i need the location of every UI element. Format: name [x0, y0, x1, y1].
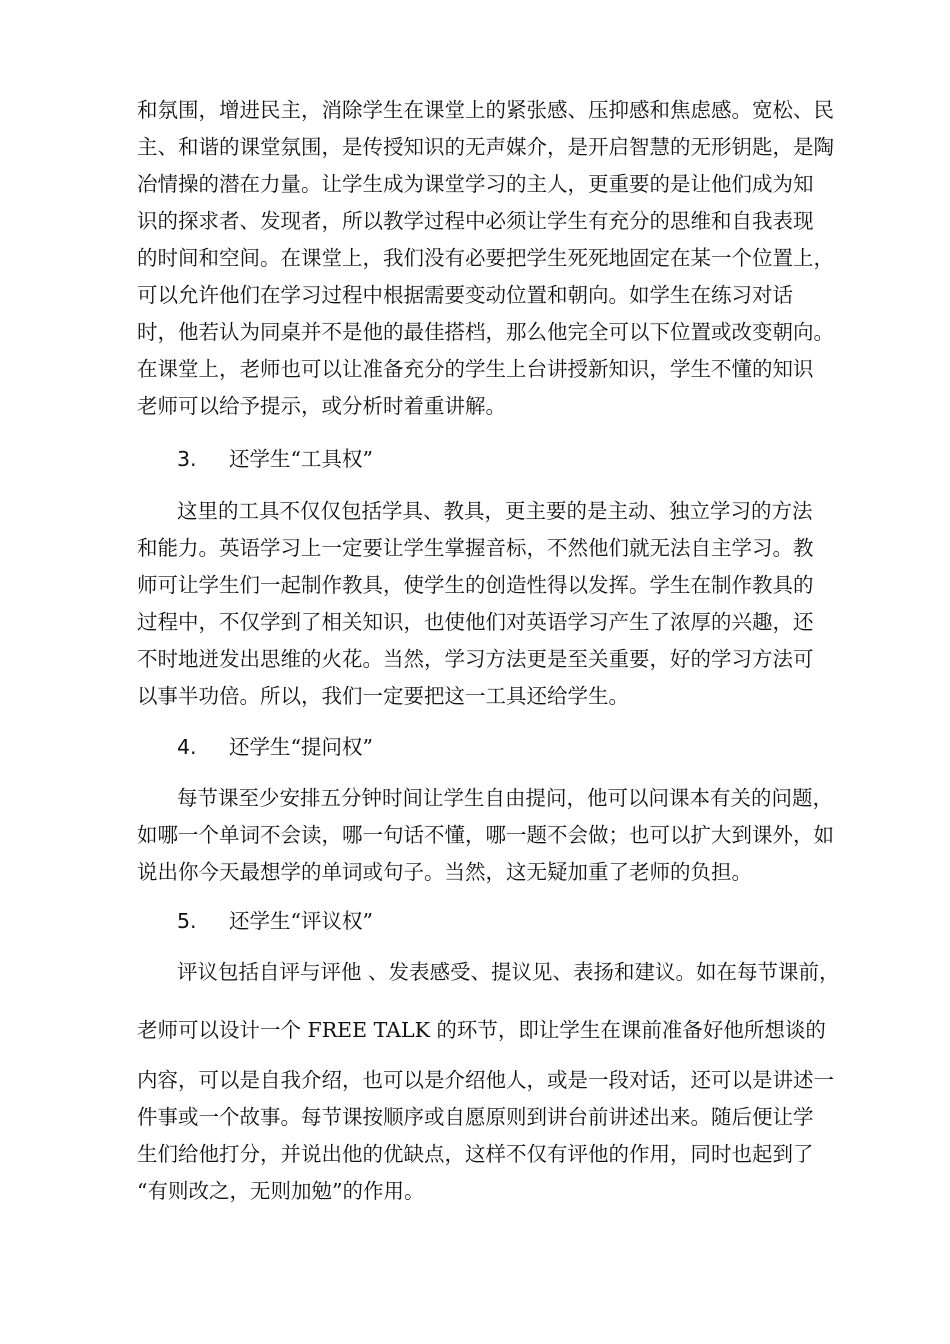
paragraph-line: 生们给他打分，并说出他的优缺点，这样不仅有评他的作用，同时也起到了	[137, 1142, 814, 1166]
paragraph-line: 件事或一个故事。每节课按顺序或自愿原则到讲台前讲述出来。随后便让学	[137, 1105, 814, 1129]
section-heading-5	[177, 907, 373, 935]
paragraph-line: 老师可以给予提示，或分析时着重讲解。	[137, 394, 506, 418]
paragraph-line: 的时间和空间。在课堂上，我们没有必要把学生死死地固定在某一个位置上，	[137, 246, 834, 270]
section-heading-3	[177, 445, 373, 473]
paragraph-line: 老师可以设计一个 FREE TALK 的环节，即让学生在课前准备好他所想谈的	[137, 1018, 826, 1042]
paragraph-line: 在课堂上，老师也可以让准备充分的学生上台讲授新知识，学生不懂的知识	[137, 357, 814, 381]
heading-number: 3.	[177, 447, 197, 471]
paragraph-line: 主、和谐的课堂氛围，是传授知识的无声媒介，是开启智慧的无形钥匙，是陶	[137, 135, 834, 159]
heading-number: 5.	[177, 909, 197, 933]
paragraph-line: 冶情操的潜在力量。让学生成为课堂学习的主人，更重要的是让他们成为知	[137, 172, 814, 196]
paragraph-line: 和能力。英语学习上一定要让学生掌握音标，不然他们就无法自主学习。教	[137, 536, 814, 560]
heading-text: 还学生“评议权”	[229, 909, 373, 933]
paragraph-line: 评议包括自评与评他 、发表感受、提议见、表扬和建议。如在每节课前，	[177, 960, 840, 984]
paragraph-line: 每节课至少安排五分钟时间让学生自由提问，他可以问课本有关的问题，	[177, 786, 833, 810]
paragraph-line: 师可让学生们一起制作教具，使学生的创造性得以发挥。学生在制作教具的	[137, 573, 814, 597]
heading-number: 4.	[177, 735, 197, 759]
paragraph-line: 可以允许他们在学习过程中根据需要变动位置和朝向。如学生在练习对话	[137, 283, 793, 307]
paragraph-line: 和氛围，增进民主，消除学生在课堂上的紧张感、压抑感和焦虑感。宽松、民	[137, 98, 834, 122]
paragraph-line: 说出你今天最想学的单词或句子。当然，这无疑加重了老师的负担。	[137, 860, 752, 884]
heading-text: 还学生“工具权”	[229, 447, 373, 471]
paragraph-line: 识的探求者、发现者，所以教学过程中必须让学生有充分的思维和自我表现	[137, 209, 814, 233]
paragraph-line: 以事半功倍。所以，我们一定要把这一工具还给学生。	[137, 684, 629, 708]
paragraph-line: 不时地迸发出思维的火花。当然，学习方法更是至关重要，好的学习方法可	[137, 647, 814, 671]
paragraph-line: 时，他若认为同桌并不是他的最佳搭档，那么他完全可以下位置或改变朝向。	[137, 320, 834, 344]
section-heading-4	[177, 733, 373, 761]
heading-text: 还学生“提问权”	[229, 735, 373, 759]
paragraph-line: 这里的工具不仅仅包括学具、教具，更主要的是主动、独立学习的方法	[177, 499, 813, 523]
paragraph-line: “有则改之，无则加勉”的作用。	[137, 1179, 425, 1203]
paragraph-line: 过程中，不仅学到了相关知识，也使他们对英语学习产生了浓厚的兴趣，还	[137, 610, 814, 634]
paragraph-line: 内容，可以是自我介绍，也可以是介绍他人，或是一段对话，还可以是讲述一	[137, 1068, 834, 1092]
paragraph-line: 如哪一个单词不会读，哪一句话不懂，哪一题不会做；也可以扩大到课外，如	[137, 823, 834, 847]
